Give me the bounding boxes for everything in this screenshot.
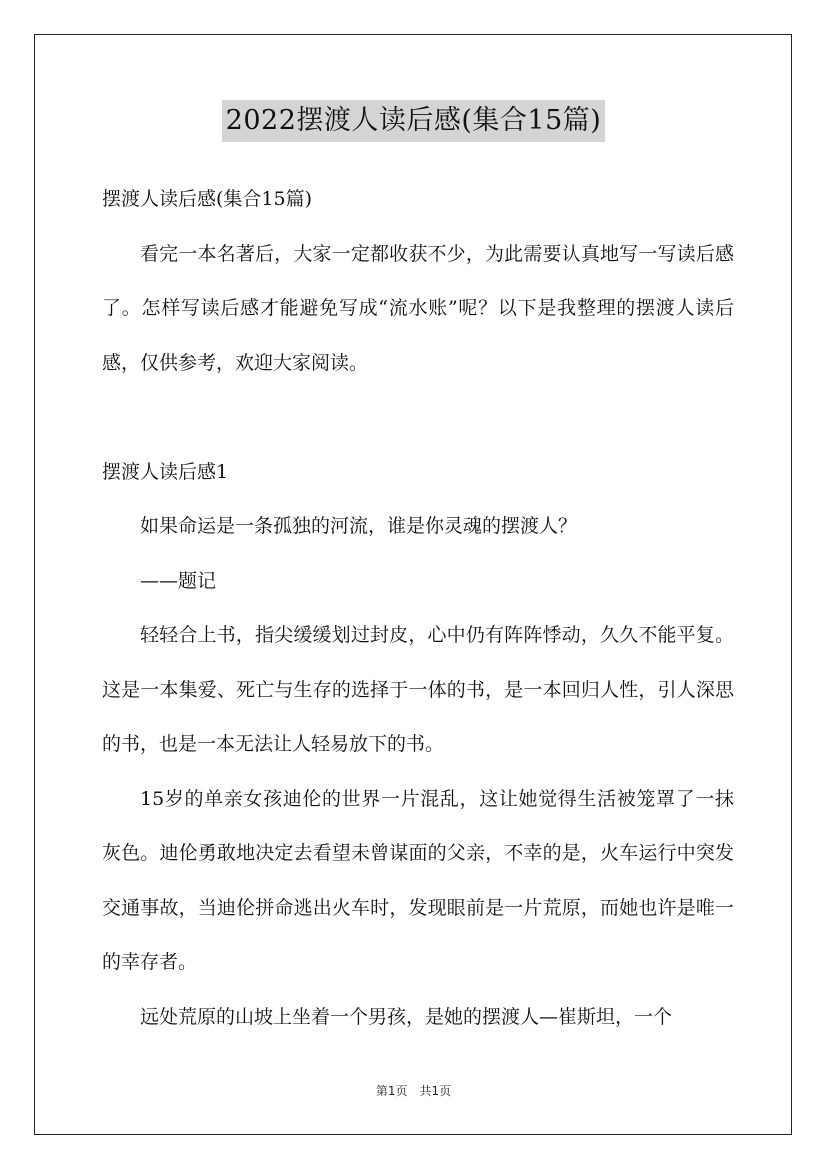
body-paragraph: ——题记 <box>140 569 217 592</box>
page-number: 第1页 <box>375 1084 408 1098</box>
spacer <box>102 390 734 445</box>
document-body <box>102 172 734 1044</box>
subtitle: 摆渡人读后感(集合15篇) <box>102 188 313 210</box>
body-paragraph: 如果命运是一条孤独的河流，谁是你灵魂的摆渡人？ <box>140 515 578 537</box>
section-heading: 摆渡人读后感1 <box>102 460 229 483</box>
intro-paragraph: 看完一本名著后，大家一定都收获不少，为此需要认真地写一写读后感了。怎样写读后感才能避免写成“流水账”呢？以下是我整理的摆渡人读后感，仅供参考，欢迎大家阅读。 <box>102 242 734 374</box>
document-title: 2022摆渡人读后感(集合15篇) <box>222 100 606 142</box>
page-total: 共1页 <box>419 1084 452 1098</box>
page-footer <box>0 1082 827 1099</box>
body-paragraph: 15岁的单亲女孩迪伦的世界一片混乱，这让她觉得生活被笼罩了一抹灰色。迪伦勇敢地决定去看望未曾谋面的父亲，不幸的是，火车运行中突发交通事故，当迪伦拼命逃出火车时，发现眼前是一片荒原，而她也许是唯一的幸存者。 <box>102 787 734 973</box>
title-container <box>0 100 827 142</box>
body-paragraph: 远处荒原的山坡上坐着一个男孩，是她的摆渡人—崔斯坦，一个 <box>140 1005 673 1028</box>
body-paragraph: 轻轻合上书，指尖缓缓划过封皮，心中仍有阵阵悸动，久久不能平复。这是一本集爱、死亡与生存的选择于一体的书，是一本回归人性，引人深思的书，也是一本无法让人轻易放下的书。 <box>102 624 734 755</box>
